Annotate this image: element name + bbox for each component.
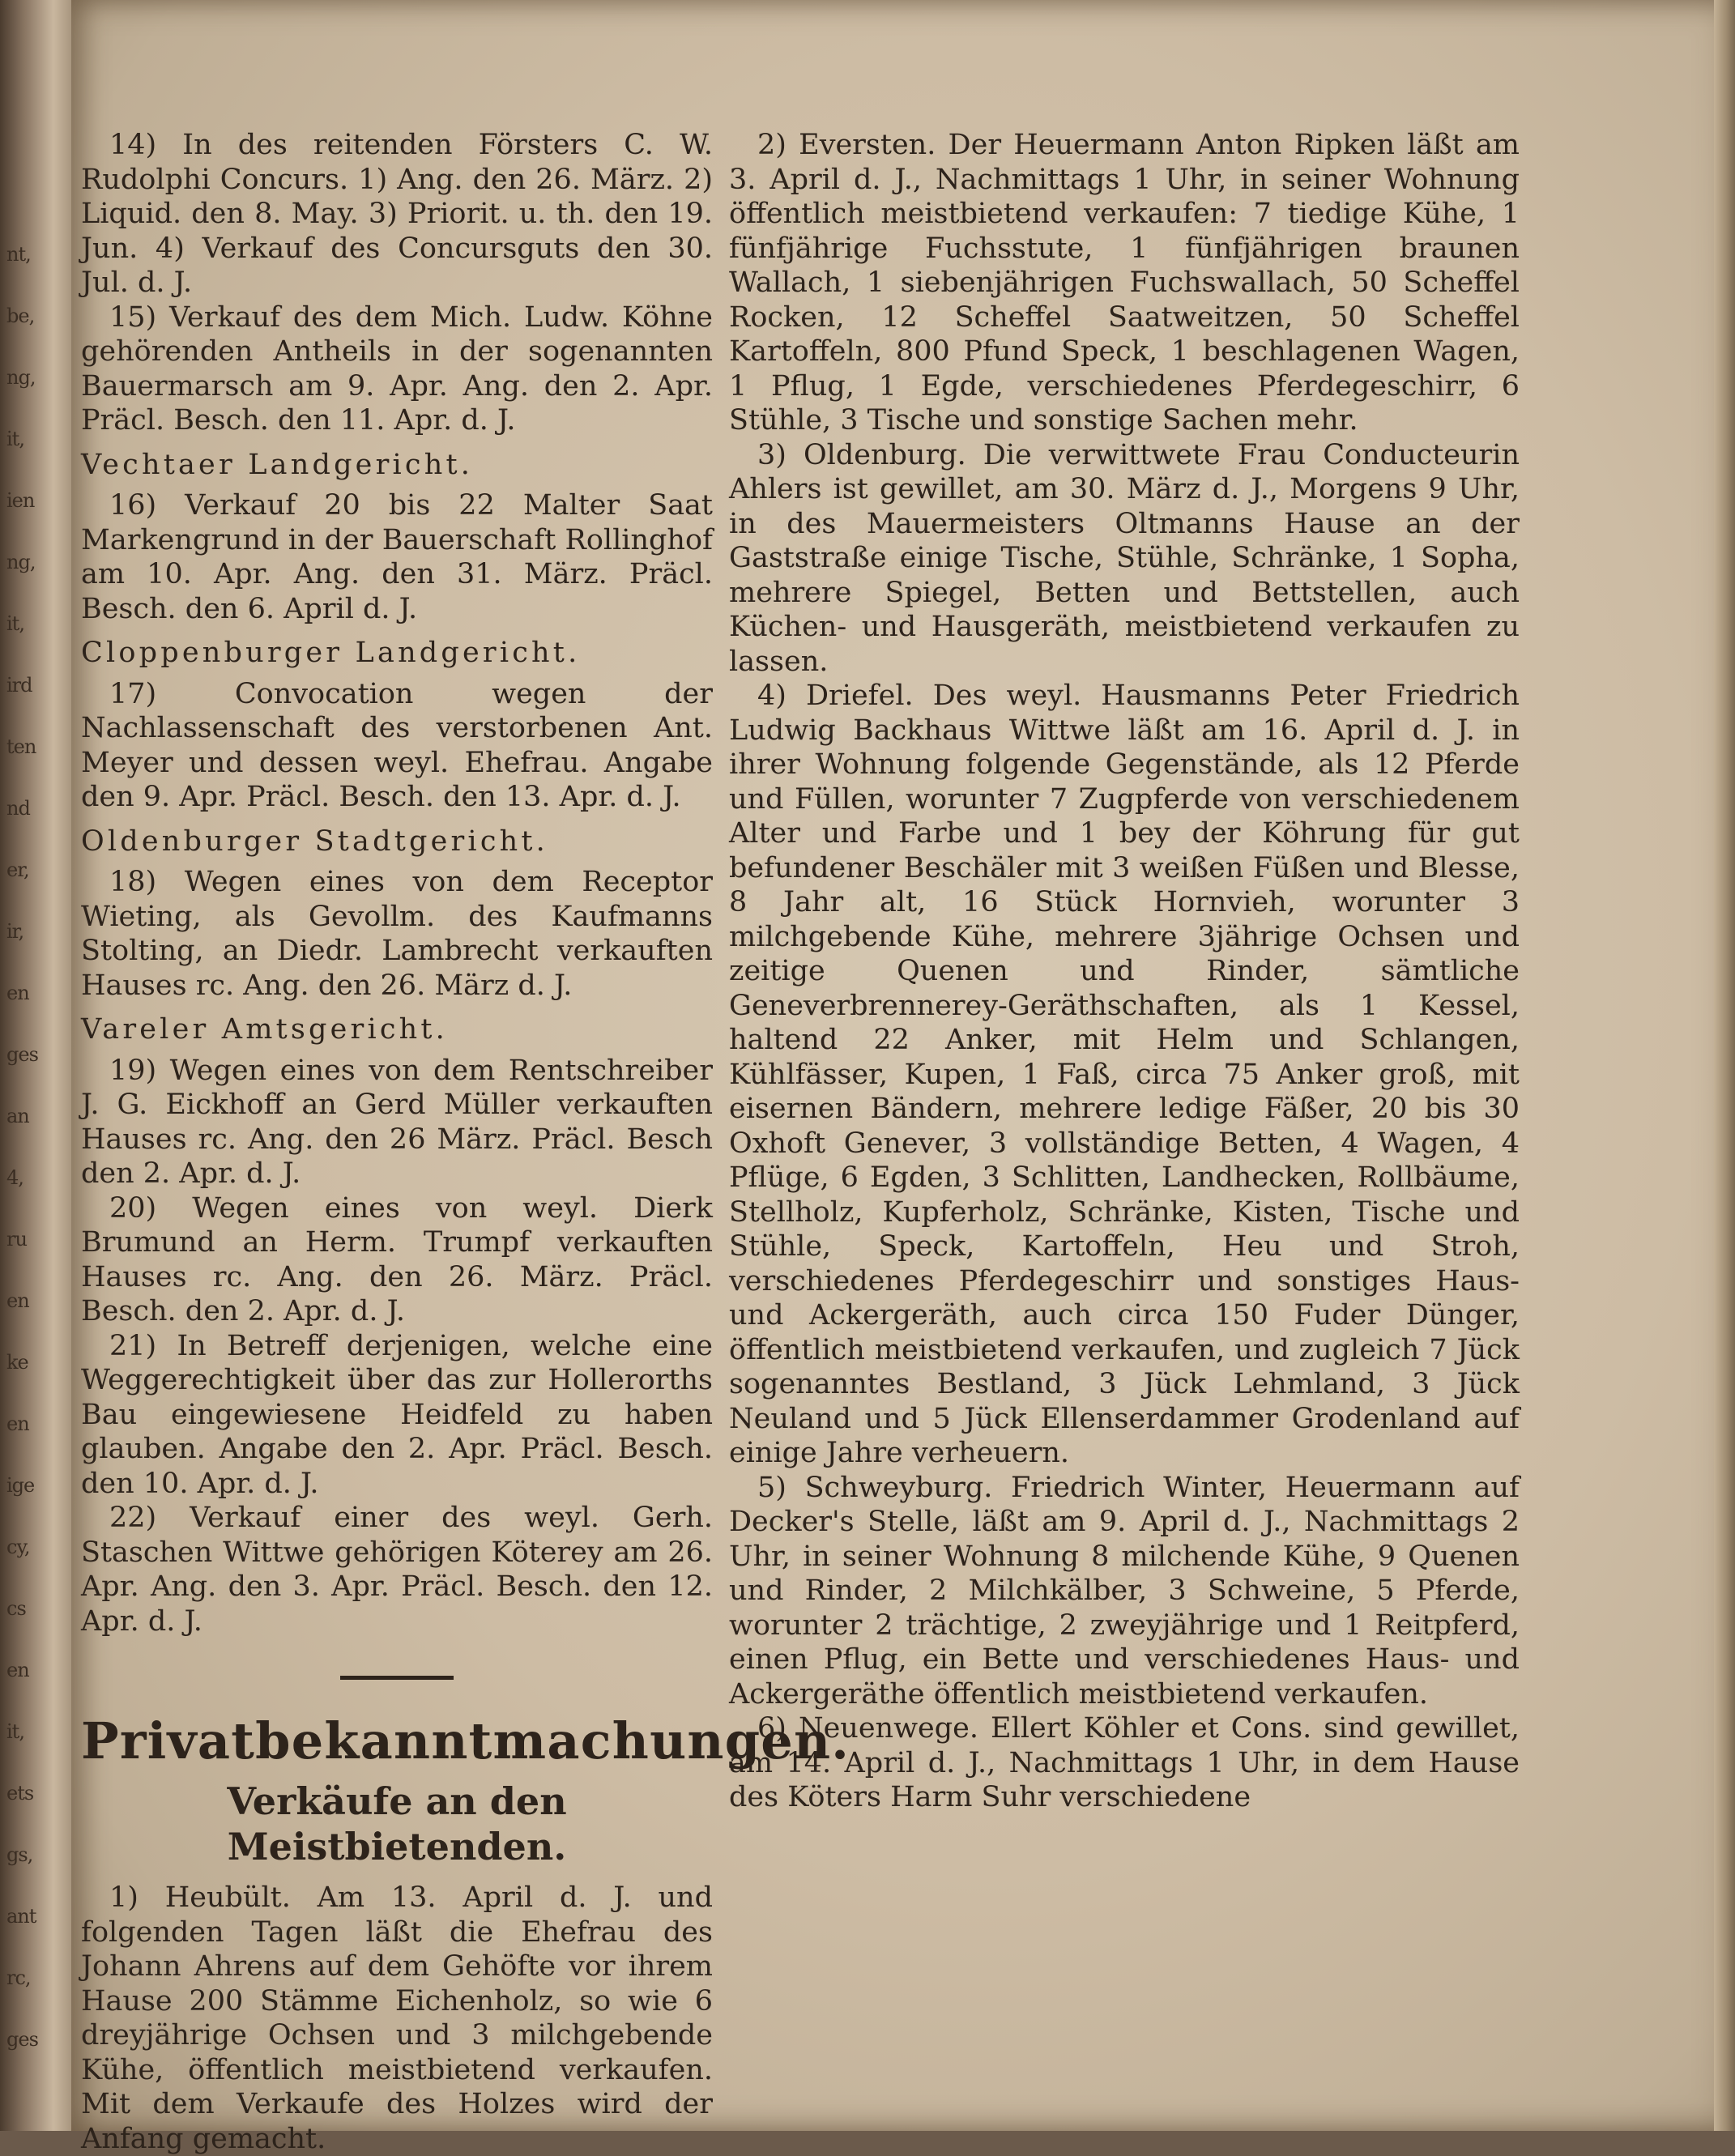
gutter-fragment: ru [6, 1228, 27, 1251]
gutter-fragment: ige [6, 1474, 35, 1497]
private-entry-5: 5) Schweyburg. Friedrich Winter, Heuermann auf Decker's Stelle, läßt am 9. April d. J., Nachmittags 2 Uhr, in seiner Wohnung 8 milchende Kühe, 9 Quenen und Rinder, 2 Milchkälber, 3 Schweine, 5 Pferde, worunter 2 trächtige, 2 zweyjährige und 1 Reitpferd, einen Pflug, ein Bette und verschiedenes Haus- und Ackergeräthe öffentlich meistbietend verkaufen. [729, 1471, 1520, 1711]
gutter-fragment: it, [6, 428, 24, 450]
private-entry-6: 6) Neuenwege. Ellert Köhler et Cons. sind gewillet, am 14. April d. J., Nachmittags 1 Uhr, in dem Hause des Köters Harm Suhr verschiedene [729, 1712, 1520, 1813]
entry-19: 19) Wegen eines von dem Rentschreiber J. G. Eickhoff an Gerd Müller verkauften Hauses rc. Ang. den 26 März. Präcl. Besch den 2. Apr. d. J. [81, 1054, 713, 1190]
gutter-fragment: er, [6, 859, 29, 881]
right-column [729, 128, 1520, 1815]
court-heading-varel: Vareler Amtsgericht. [81, 1013, 449, 1046]
private-entry-3: 3) Oldenburg. Die verwittwete Frau Conducteurin Ahlers ist gewillet, am 30. März d. J., Morgens 9 Uhr, in des Mauermeisters Oltmanns Hause an der Gaststraße einige Tische, Stühle, Schränke, 1 Sopha, mehrere Spiegel, Betten und Bettstellen, auch Küchen- und Hausgeräth, meistbietend verkaufen zu lassen. [729, 438, 1520, 678]
entry-15: 15) Verkauf des dem Mich. Ludw. Köhne gehörenden Antheils in der sogenannten Bauermarsch am 9. Apr. Ang. den 2. Apr. Präcl. Besch. den 11. Apr. d. J. [81, 300, 713, 437]
page-edge [1714, 0, 1735, 2131]
entry-22: 22) Verkauf einer des weyl. Gerh. Staschen Wittwe gehörigen Köterey am 26. Apr. Ang. den 3. Apr. Präcl. Besch. den 12. Apr. d. J. [81, 1502, 713, 1638]
court-heading-cloppenburg: Cloppenburger Landgericht. [81, 637, 581, 669]
entry-17: 17) Convocation wegen der Nachlassenschaft des verstorbenen Ant. Meyer und dessen weyl. Ehefrau. Angabe den 9. Apr. Präcl. Besch. den 13. Apr. d. J. [81, 677, 713, 813]
private-entry-1: 1) Heubült. Am 13. April d. J. und folgenden Tagen läßt die Ehefrau des Johann Ahrens auf dem Gehöfte vor ihrem Hause 200 Stämme Eichenholz, so wie 6 dreyjährige Ochsen und 3 milchgebende Kühe, öffentlich meistbietend verkaufen. Mit dem Verkaufe des Holzes wird der Anfang gemacht. [81, 1881, 713, 2155]
facing-page-gutter [0, 0, 71, 2131]
gutter-fragment: ets [6, 1782, 34, 1804]
subsection-title: Verkäufe an den Meistbietenden. [227, 1779, 567, 1868]
gutter-fragment: gs, [6, 1843, 33, 1866]
gutter-fragment: en [6, 982, 29, 1004]
entry-21: 21) In Betreff derjenigen, welche eine Weggerechtigkeit über das zur Hollerorths Bau eingewiesene Heidfeld zu haben glauben. Angabe den 2. Apr. Präcl. Besch. den 10. Apr. d. J. [81, 1329, 713, 1500]
gutter-fragment: 4, [6, 1166, 23, 1189]
private-entry-4: 4) Driefel. Des weyl. Hausmanns Peter Friedrich Ludwig Backhaus Wittwe läßt am 16. April d. J. in ihrer Wohnung folgende Gegenstände, als 12 Pferde und Füllen, worunter 7 Zugpferde von verschiedenem Alter und Farbe und 1 bey der Köhrung für gut befundener Beschäler mit 3 weißen Füßen und Blesse, 8 Jahr alt, 16 Stück Hornvieh, worunter 3 milchgebende Kühe, mehrere 3jährige Ochsen und zeitige Quenen und Rinder, sämtliche Geneverbrennerey-Geräthschaften, als 1 Kessel, haltend 22 Anker, mit Helm und Schlangen, Kühlfässer, Kupen, 1 Faß, circa 75 Anker groß, mit eisernen Bändern, mehrere ledige Fäßer, 20 bis 30 Oxhoft Genever, 3 vollständige Betten, 4 Wagen, 4 Pflüge, 6 Egden, 3 Schlitten, Landhecken, Rollbäume, Stellholz, Kupferholz, Schränke, Kisten, Tische und Stühle, Speck, Kartoffeln, Heu und Stroh, verschiedenes Pferdegeschirr und sonstiges Haus- und Ackergeräth, auch circa 150 Fuder Dünger, öffentlich meistbietend verkaufen, und zugleich 7 Jück sogenanntes Bestland, 3 Jück Lehmland, 3 Jück Neuland und 5 Jück Ellenserdammer Grodenland auf einige Jahre verheuern. [729, 680, 1520, 1469]
gutter-fragment: ng, [6, 551, 36, 573]
court-heading-vechta: Vechtaer Landgericht. [81, 448, 474, 481]
gutter-fragment: ten [6, 735, 36, 758]
gutter-fragment: rc, [6, 1966, 31, 1989]
gutter-fragment: ng, [6, 366, 36, 389]
gutter-fragment: it, [6, 1720, 24, 1743]
gutter-fragment: be, [6, 305, 35, 327]
court-heading-oldenburg: Oldenburger Stadtgericht. [81, 824, 548, 858]
gutter-fragment: en [6, 1659, 29, 1681]
gutter-fragment: nt, [6, 243, 31, 266]
book-page [71, 0, 1735, 2155]
section-divider [340, 1676, 454, 1680]
gutter-fragment: it, [6, 612, 24, 635]
gutter-fragment: ke [6, 1351, 28, 1374]
gutter-fragment: nd [6, 797, 30, 820]
gutter-fragment: cs [6, 1597, 26, 1620]
entry-20: 20) Wegen eines von weyl. Dierk Brumund an Herm. Trumpf verkauften Hauses rc. Ang. den 26. März. Präcl. Besch. den 2. Apr. d. J. [81, 1191, 713, 1327]
section-title: Privatbekanntmachungen. [81, 1711, 850, 1770]
left-column [81, 128, 850, 2156]
entry-14: 14) In des reitenden Försters C. W. Rudolphi Concurs. 1) Ang. den 26. März. 2) Liquid. den 8. May. 3) Priorit. u. th. den 19. Jun. 4) Verkauf des Concursguts den 30. Jul. d. J. [81, 129, 713, 299]
gutter-fragment: ant [6, 1905, 36, 1928]
gutter-fragment: en [6, 1412, 29, 1435]
entry-18: 18) Wegen eines von dem Receptor Wieting, als Gevollm. des Kaufmanns Stolting, an Diedr. Lambrecht verkauften Hauses rc. Ang. den 26. März d. J. [81, 866, 713, 1002]
private-entry-2: 2) Eversten. Der Heuermann Anton Ripken läßt am 3. April d. J., Nachmittags 1 Uhr, in seiner Wohnung öffentlich meistbietend verkaufen: 7 tiedige Kühe, 1 fünfjährige Fuchsstute, 1 fünfjährigen braunen Wallach, 1 siebenjährigen Fuchswallach, 50 Scheffel Rocken, 12 Scheffel Saatweitzen, 50 Scheffel Kartoffeln, 800 Pfund Speck, 1 beschlagenen Wagen, 1 Pflug, 1 Egde, verschiedenes Pferdegeschirr, 6 Stühle, 3 Tische und sonstige Sachen mehr. [729, 129, 1520, 437]
gutter-fragment: ges [6, 1043, 38, 1066]
entry-16: 16) Verkauf 20 bis 22 Malter Saat Markengrund in der Bauerschaft Rollinghof am 10. Apr. Ang. den 31. März. Präcl. Besch. den 6. April d. J. [81, 489, 713, 625]
gutter-fragment: ges [6, 2028, 38, 2051]
gutter-fragment: cy, [6, 1536, 30, 1558]
gutter-fragment: ird [6, 674, 32, 697]
gutter-fragment: ien [6, 489, 35, 512]
gutter-fragment: an [6, 1105, 29, 1127]
gutter-fragment: en [6, 1289, 29, 1312]
gutter-fragment: ir, [6, 920, 24, 943]
